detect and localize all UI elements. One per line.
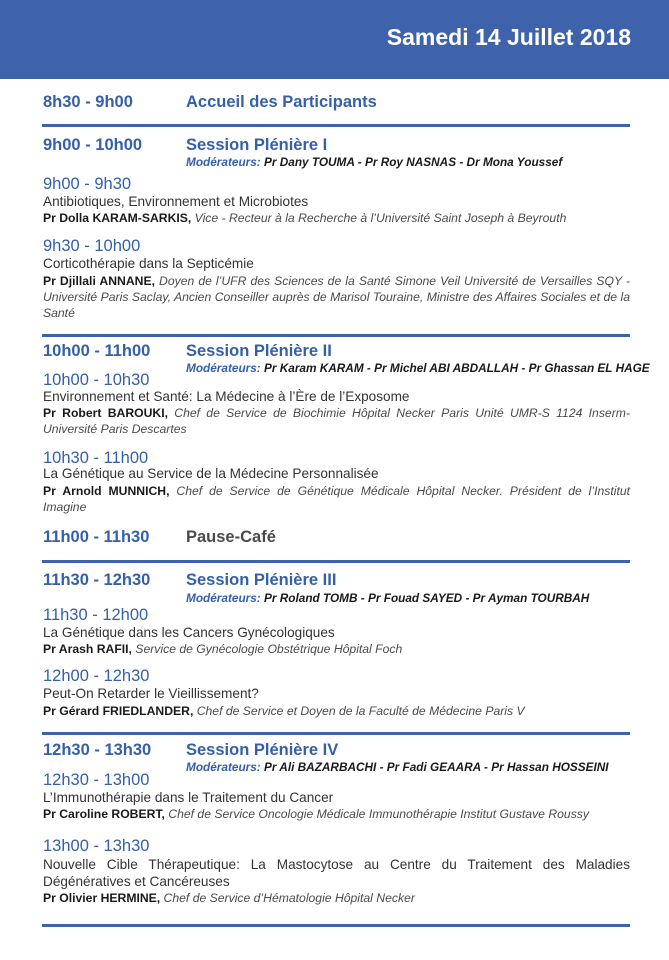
speaker-name: Pr Caroline ROBERT, [43, 807, 165, 821]
speaker-name: Pr Gérard FRIEDLANDER, [43, 704, 194, 718]
session4-moderators [186, 760, 609, 774]
talk-speaker [43, 273, 630, 321]
section-divider [42, 924, 630, 927]
moderators-label: Modérateurs: [186, 155, 261, 169]
section-divider [42, 560, 630, 563]
talk-time: 11h30 - 12h00 [43, 606, 149, 624]
session4-time: 12h30 - 13h30 [43, 741, 152, 759]
section-divider [42, 334, 630, 337]
session1-moderators [186, 155, 562, 169]
page-date: Samedi 14 Juillet 2018 [386, 24, 631, 50]
speaker-affiliation: Chef de Service de Génétique Médicale Hôpital Necker. Président de l’Institut Imagine [43, 484, 630, 514]
section-divider [42, 732, 630, 735]
talk-title: Environnement et Santé: La Médecine à l’Ère de l’Exposome [43, 389, 410, 404]
session2-time: 10h00 - 11h00 [43, 342, 151, 360]
session3-time: 11h30 - 12h30 [43, 571, 151, 589]
talk-time: 12h00 - 12h30 [43, 667, 150, 685]
speaker-affiliation: Chef de Service et Doyen de la Faculté de Médecine Paris V [193, 704, 525, 718]
moderators-names: Pr Roland TOMB - Pr Fouad SAYED - Pr Ayman TOURBAH [260, 591, 590, 605]
session3-title: Session Plénière III [186, 571, 337, 589]
talk-title: Antibiotiques, Environnement et Microbiotes [43, 194, 309, 209]
moderators-label: Modérateurs: [186, 361, 261, 375]
session2-title: Session Plénière II [186, 342, 332, 360]
talk-speaker [43, 483, 630, 515]
speaker-name: Pr Djillali ANNANE, [43, 274, 155, 288]
speaker-affiliation: Service de Gynécologie Obstétrique Hôpital Foch [131, 642, 403, 656]
session2-moderators [186, 361, 650, 375]
speaker-name: Pr Olivier HERMINE, [43, 891, 161, 905]
talk-title: Nouvelle Cible Thérapeutique: La Mastocytose au Centre du Traitement des Maladies Dégénératives et Cancéreuses [43, 857, 630, 889]
talk-speaker [43, 703, 630, 719]
talk-time: 10h30 - 11h00 [43, 449, 149, 467]
session4-title: Session Plénière IV [186, 741, 339, 759]
speaker-affiliation: Vice - Recteur à la Recherche à l’Université Saint Joseph à Beyrouth [191, 211, 567, 225]
speaker-name: Pr Dolla KARAM-SARKIS, [43, 211, 192, 225]
speaker-name: Pr Arnold MUNNICH, [43, 484, 170, 498]
talk-speaker [43, 641, 630, 657]
talk-time: 10h00 - 10h30 [43, 371, 150, 389]
talk-speaker [43, 890, 630, 906]
talk-speaker [43, 405, 630, 437]
speaker-affiliation: Doyen de l’UFR des Sciences de la Santé Simone Veil Université de Versailles SQY - Université Paris Saclay, Ancien Conseiller auprès de Marisol Touraine, Ministre des Affaires Sociales et de la Santé [43, 274, 630, 320]
talk-title: Corticothérapie dans la Septicémie [43, 256, 254, 271]
talk-time: 13h00 - 13h30 [43, 837, 150, 855]
session1-title: Session Plénière I [186, 136, 328, 154]
break-time: 11h00 - 11h30 [43, 528, 150, 546]
talk-speaker [43, 210, 630, 226]
moderators-names: Pr Dany TOUMA - Pr Roy NASNAS - Dr Mona Youssef [260, 155, 563, 169]
talk-title: La Génétique au Service de la Médecine Personnalisée [43, 466, 379, 481]
talk-title: Peut-On Retarder le Vieillissement? [43, 686, 259, 701]
speaker-name: Pr Arash RAFII, [43, 642, 132, 656]
talk-speaker [43, 806, 630, 822]
speaker-name: Pr Robert BAROUKI, [43, 406, 168, 420]
talk-title: La Génétique dans les Cancers Gynécologiques [43, 625, 335, 640]
talk-time: 12h30 - 13h00 [43, 771, 150, 789]
header-banner [0, 0, 669, 79]
welcome-title: Accueil des Participants [186, 93, 377, 111]
speaker-affiliation: Chef de Service d’Hématologie Hôpital Necker [160, 891, 415, 905]
moderators-names: Pr Karam KARAM - Pr Michel ABI ABDALLAH - Pr Ghassan EL HAGE [260, 361, 650, 375]
talk-time: 9h30 - 10h00 [43, 237, 141, 255]
talk-title: L’Immunothérapie dans le Traitement du Cancer [43, 790, 334, 805]
speaker-affiliation: Chef de Service Oncologie Médicale Immunothérapie Institut Gustave Roussy [164, 807, 589, 821]
session1-time: 9h00 - 10h00 [43, 136, 143, 154]
talk-time: 9h00 - 9h30 [43, 175, 132, 193]
speaker-affiliation: Chef de Service de Biochimie Hôpital Necker Paris Unité UMR-S 1124 Inserm-Université Paris Descartes [43, 406, 630, 436]
moderators-label: Modérateurs: [186, 591, 261, 605]
moderators-label: Modérateurs: [186, 760, 261, 774]
session3-moderators [186, 591, 589, 605]
section-divider [42, 124, 630, 127]
break-title: Pause-Café [186, 528, 276, 546]
moderators-names: Pr Ali BAZARBACHI - Pr Fadi GEAARA - Pr Hassan HOSSEINI [260, 760, 609, 774]
welcome-time: 8h30 - 9h00 [43, 93, 133, 111]
